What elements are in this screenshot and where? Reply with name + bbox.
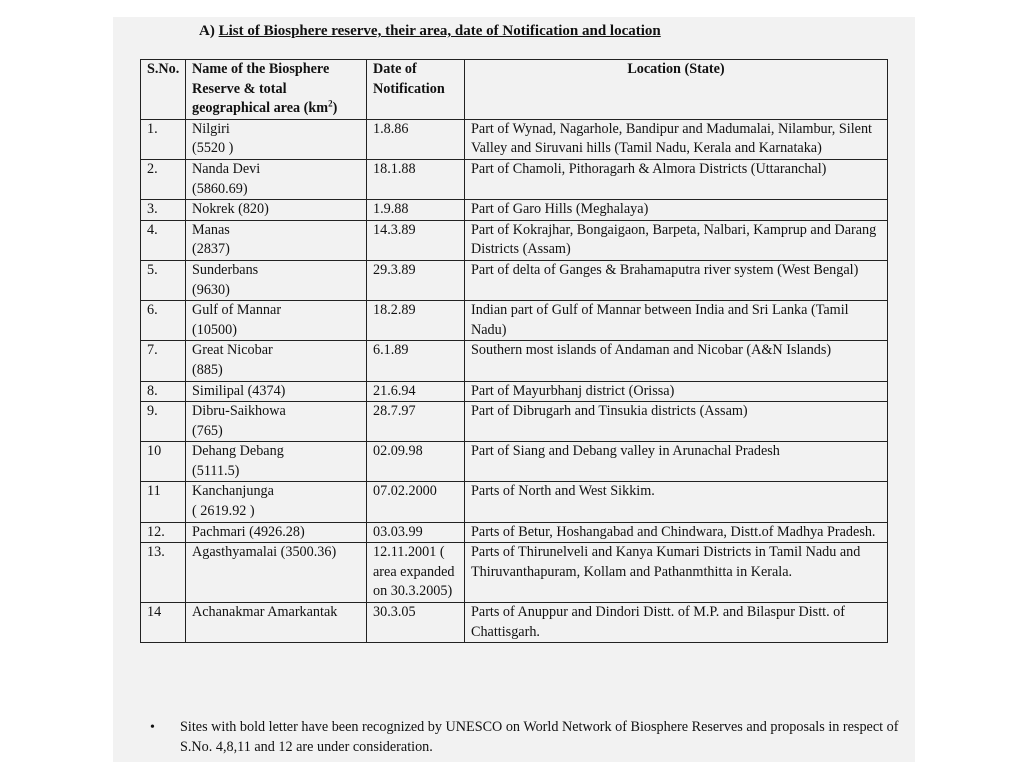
notification-date: 14.3.89: [373, 221, 416, 238]
cell-name: [186, 442, 367, 482]
header-location: Location (State): [465, 60, 888, 120]
sno-value: 5.: [147, 261, 158, 278]
cell-date: [367, 402, 465, 442]
cell-date: [367, 260, 465, 300]
sno-value: 9.: [147, 403, 158, 420]
cell-location: [465, 482, 888, 522]
reserve-area: ( 2619.92 ): [192, 503, 255, 520]
table-row: [141, 220, 888, 260]
cell-name: [186, 341, 367, 381]
table-row: [141, 341, 888, 381]
table-row: [141, 442, 888, 482]
sno-value: 8.: [147, 382, 158, 399]
reserve-name: Kanchanjunga: [192, 483, 274, 500]
cell-location: [465, 402, 888, 442]
cell-location: [465, 341, 888, 381]
reserve-name: Similipal (4374): [192, 382, 286, 399]
cell-date: [367, 381, 465, 402]
table-row: [141, 301, 888, 341]
reserve-area: (885): [192, 361, 223, 378]
reserve-name: Nilgiri: [192, 120, 230, 137]
cell-name: [186, 603, 367, 643]
cell-sno: [141, 159, 186, 199]
sno-value: 2.: [147, 160, 158, 177]
reserve-area: (9630): [192, 281, 230, 298]
location-text: Part of Wynad, Nagarhole, Bandipur and Madumalai, Nilambur, Silent Valley and Siruvani hills (Tamil Nadu, Kerala and Karnataka): [471, 120, 872, 157]
page-heading: [199, 23, 661, 40]
reserve-name: Achanakmar Amarkantak: [192, 604, 338, 621]
cell-date: [367, 200, 465, 221]
notification-date: 03.03.99: [373, 523, 423, 540]
cell-date: [367, 159, 465, 199]
cell-sno: [141, 522, 186, 543]
cell-location: [465, 442, 888, 482]
reserve-area: (10500): [192, 321, 237, 338]
cell-date: [367, 442, 465, 482]
location-text: Parts of Thirunelveli and Kanya Kumari Districts in Tamil Nadu and Thiruvanthapuram, Kollam and Pathanmthitta in Kerala.: [471, 544, 861, 580]
footnote-text: Sites with bold letter have been recognized by UNESCO on World Network of Biosphere Reserves and proposals in respect of S.No. 4,8,11 and 12 are under consideration.: [180, 719, 899, 755]
location-text: Part of delta of Ganges & Brahamaputra river system (West Bengal): [471, 261, 859, 278]
cell-sno: [141, 200, 186, 221]
location-text: Part of Kokrajhar, Bongaigaon, Barpeta, Nalbari, Kamprup and Darang Districts (Assam): [471, 221, 877, 258]
sno-value: 4.: [147, 221, 158, 238]
header-name: [186, 60, 367, 120]
notification-date: 18.2.89: [373, 302, 416, 319]
reserve-name: Dibru-Saikhowa: [192, 403, 286, 420]
cell-location: [465, 301, 888, 341]
cell-sno: [141, 301, 186, 341]
notification-date: 1.9.88: [373, 201, 409, 218]
cell-name: [186, 260, 367, 300]
cell-location: [465, 543, 888, 603]
location-text: Part of Mayurbhanj district (Orissa): [471, 382, 675, 399]
notification-date: 18.1.88: [373, 160, 416, 177]
cell-sno: [141, 482, 186, 522]
document-page: [113, 17, 915, 762]
table-row: [141, 603, 888, 643]
header-date: Date of Notification: [367, 60, 465, 120]
header-name-text: Name of the Biosphere Reserve & total geographical area (km: [192, 61, 330, 117]
cell-date: [367, 543, 465, 603]
notification-date: 28.7.97: [373, 403, 416, 420]
table-row: [141, 159, 888, 199]
location-text: Parts of North and West Sikkim.: [471, 483, 655, 500]
reserve-area: (5860.69): [192, 180, 248, 197]
cell-location: [465, 119, 888, 159]
cell-date: [367, 603, 465, 643]
location-text: Part of Garo Hills (Meghalaya): [471, 201, 649, 218]
cell-name: [186, 482, 367, 522]
notification-date: 07.02.2000: [373, 483, 437, 500]
reserve-name: Manas: [192, 221, 230, 238]
biosphere-table: [140, 59, 888, 643]
cell-sno: [141, 260, 186, 300]
heading-prefix: A): [199, 23, 219, 39]
cell-location: [465, 260, 888, 300]
cell-location: [465, 220, 888, 260]
table-row: [141, 482, 888, 522]
notification-date: 02.09.98: [373, 443, 423, 460]
cell-date: [367, 482, 465, 522]
sno-value: 11: [147, 483, 161, 500]
location-text: Parts of Anuppur and Dindori Distt. of M.P. and Bilaspur Distt. of Chattisgarh.: [471, 604, 845, 640]
cell-location: [465, 603, 888, 643]
cell-sno: [141, 442, 186, 482]
cell-sno: [141, 119, 186, 159]
table-row: [141, 522, 888, 543]
cell-sno: [141, 341, 186, 381]
cell-name: [186, 301, 367, 341]
reserve-name: Sunderbans: [192, 261, 259, 278]
header-name-close: ): [332, 100, 338, 117]
cell-location: [465, 159, 888, 199]
location-text: Southern most islands of Andaman and Nicobar (A&N Islands): [471, 342, 832, 359]
cell-name: [186, 220, 367, 260]
location-text: Part of Siang and Debang valley in Arunachal Pradesh: [471, 443, 780, 460]
notification-date: 30.3.05: [373, 604, 416, 621]
cell-name: [186, 381, 367, 402]
sno-value: 7.: [147, 342, 158, 359]
reserve-name: Gulf of Mannar: [192, 302, 282, 319]
sno-value: 13.: [147, 544, 165, 561]
notification-date: 6.1.89: [373, 342, 409, 359]
cell-date: [367, 220, 465, 260]
sno-value: 1.: [147, 120, 158, 137]
cell-name: [186, 159, 367, 199]
cell-name: [186, 119, 367, 159]
reserve-name: Nokrek (820): [192, 201, 269, 218]
table-body: [141, 119, 888, 642]
header-sno: S.No.: [141, 60, 186, 120]
reserve-area: (5520 ): [192, 140, 234, 157]
cell-location: [465, 381, 888, 402]
table-row: [141, 119, 888, 159]
cell-date: [367, 341, 465, 381]
heading-title: List of Biosphere reserve, their area, date of Notification and location: [218, 23, 661, 39]
bullet-icon: •: [150, 720, 155, 735]
cell-name: [186, 402, 367, 442]
cell-sno: [141, 603, 186, 643]
sno-value: 12.: [147, 523, 165, 540]
cell-sno: [141, 220, 186, 260]
cell-location: [465, 522, 888, 543]
cell-sno: [141, 543, 186, 603]
cell-date: [367, 301, 465, 341]
cell-name: [186, 543, 367, 603]
reserve-name: Agasthyamalai (3500.36): [192, 544, 337, 561]
table-row: [141, 200, 888, 221]
cell-sno: [141, 381, 186, 402]
reserve-name: Great Nicobar: [192, 342, 273, 359]
reserve-name: Nanda Devi: [192, 160, 261, 177]
header-name-sup: 2: [328, 98, 333, 109]
cell-name: [186, 200, 367, 221]
location-text: Indian part of Gulf of Mannar between India and Sri Lanka (Tamil Nadu): [471, 302, 849, 338]
reserve-area: (2837): [192, 241, 230, 258]
location-text: Part of Chamoli, Pithoragarh & Almora Districts (Uttaranchal): [471, 160, 827, 177]
cell-sno: [141, 402, 186, 442]
notification-date: 1.8.86: [373, 120, 409, 137]
table-row: [141, 543, 888, 603]
location-text: Parts of Betur, Hoshangabad and Chindwara, Distt.of Madhya Pradesh.: [471, 523, 876, 540]
cell-location: [465, 200, 888, 221]
cell-date: [367, 119, 465, 159]
sno-value: 10: [147, 443, 162, 460]
reserve-area: (5111.5): [192, 462, 240, 479]
notification-date: 21.6.94: [373, 382, 416, 399]
sno-value: 3.: [147, 201, 158, 218]
notification-date: 12.11.2001 ( area expanded on 30.3.2005): [373, 544, 455, 600]
reserve-area: (765): [192, 422, 223, 439]
reserve-name: Dehang Debang: [192, 443, 284, 460]
cell-date: [367, 522, 465, 543]
location-text: Part of Dibrugarh and Tinsukia districts (Assam): [471, 403, 748, 420]
reserve-name: Pachmari (4926.28): [192, 523, 305, 540]
table-row: [141, 260, 888, 300]
table-header-row: [141, 60, 888, 120]
cell-name: [186, 522, 367, 543]
sno-value: 6.: [147, 302, 158, 319]
table-row: [141, 381, 888, 402]
table-row: [141, 402, 888, 442]
notification-date: 29.3.89: [373, 261, 416, 278]
sno-value: 14: [147, 604, 162, 621]
